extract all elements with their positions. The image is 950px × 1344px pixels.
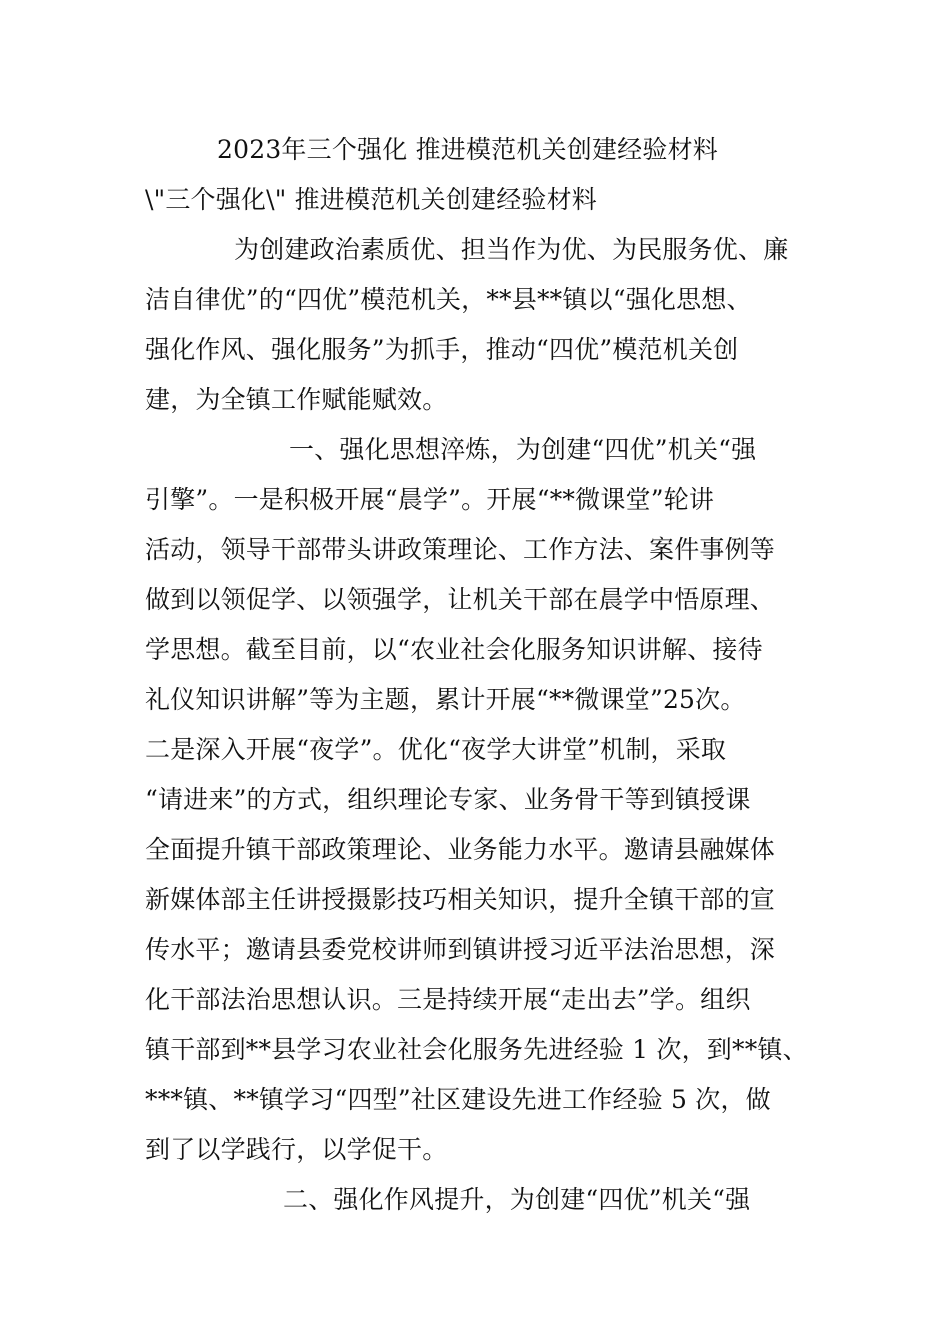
paragraph-line: 二是深入开展“夜学”。优化“夜学大讲堂”机制，采取 bbox=[145, 735, 727, 764]
paragraph-line: 强化作风、强化服务”为抓手，推动“四优”模范机关创 bbox=[145, 335, 739, 364]
paragraph-line: 化干部法治思想认识。三是持续开展“走出去”学。组织 bbox=[145, 985, 751, 1014]
paragraph-line: 活动，领导干部带头讲政策理论、工作方法、案件事例等 bbox=[145, 535, 776, 564]
paragraph-line: 新媒体部主任讲授摄影技巧相关知识，提升全镇干部的宣 bbox=[145, 885, 776, 914]
section-heading: 一、强化思想淬炼，为创建“四优”机关“强 bbox=[289, 435, 757, 464]
document-title: 2023年三个强化 推进模范机关创建经验材料 bbox=[217, 135, 718, 164]
paragraph-line: 学思想。截至目前，以“农业社会化服务知识讲解、接待 bbox=[145, 635, 763, 664]
paragraph-line: ***镇、**镇学习“四型”社区建设先进工作经验 5 次，做 bbox=[145, 1085, 771, 1114]
paragraph-line: 全面提升镇干部政策理论、业务能力水平。邀请县融媒体 bbox=[145, 835, 776, 864]
paragraph-line: 为创建政治素质优、担当作为优、为民服务优、廉 bbox=[234, 235, 789, 264]
paragraph-line: 镇干部到**县学习农业社会化服务先进经验 1 次，到**镇、 bbox=[145, 1035, 808, 1064]
section-heading: 二、强化作风提升，为创建“四优”机关“强 bbox=[283, 1185, 751, 1214]
paragraph-line: 建，为全镇工作赋能赋效。 bbox=[145, 385, 448, 414]
paragraph-line: 礼仪知识讲解”等为主题，累计开展“**微课堂”25次。 bbox=[145, 685, 746, 714]
paragraph-line: 做到以领促学、以领强学，让机关干部在晨学中悟原理、 bbox=[145, 585, 776, 614]
paragraph-line: 洁自律优”的“四优”模范机关，**县**镇以“强化思想、 bbox=[145, 285, 752, 314]
paragraph-line: “请进来”的方式，组织理论专家、业务骨干等到镇授课 bbox=[145, 785, 751, 814]
document-subtitle: \"三个强化\" 推进模范机关创建经验材料 bbox=[145, 185, 597, 214]
paragraph-line: 传水平；邀请县委党校讲师到镇讲授习近平法治思想，深 bbox=[145, 935, 776, 964]
paragraph-line: 到了以学践行，以学促干。 bbox=[145, 1135, 448, 1164]
paragraph-line: 引擎”。一是积极开展“晨学”。开展“**微课堂”轮讲 bbox=[145, 485, 715, 514]
